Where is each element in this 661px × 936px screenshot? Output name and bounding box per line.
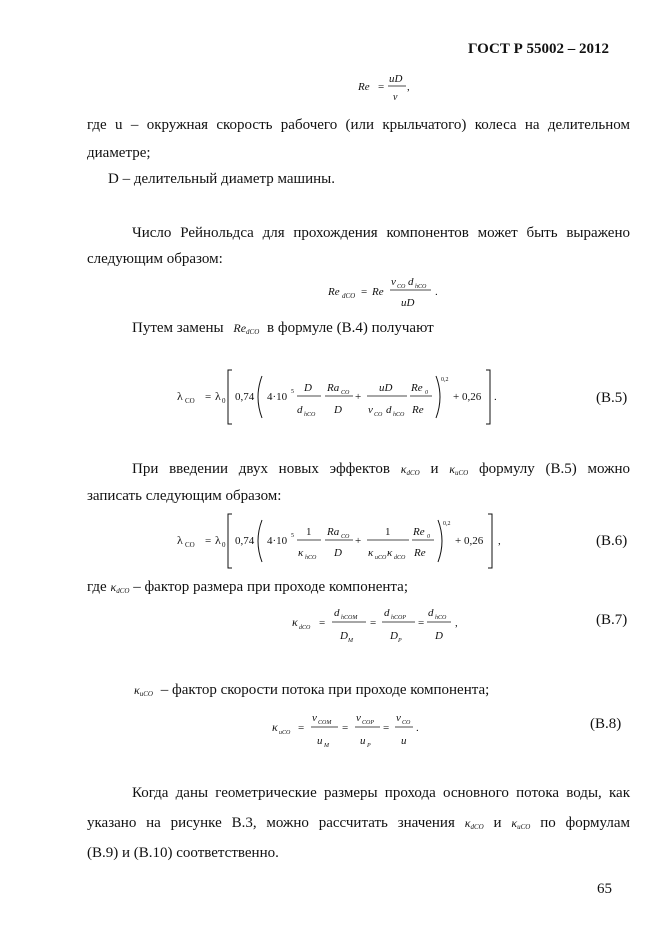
paragraph-new-effects-cont: записать следующим образом: [87, 488, 282, 504]
eq-b6-c2-exp: 5 [291, 533, 294, 539]
equation-b6-label: (В.6) [596, 533, 628, 549]
formula-redco-num-d-sub: hCO [415, 284, 427, 290]
eq-b6-lam0: λ [215, 533, 221, 547]
eq-b6-f2-num: Ra [327, 526, 340, 538]
eq-b7-tail: , [455, 617, 458, 629]
eq-b5-lhs: λ [177, 389, 183, 403]
eq-b7-eq2: = [370, 617, 377, 629]
paragraph-new-effects [132, 459, 630, 483]
eq-b5-f1-num: D [304, 382, 312, 394]
paragraph-size-factor [87, 577, 408, 601]
formula-re-tail: , [407, 81, 410, 93]
eq-b5-tail: . [494, 391, 497, 403]
eq-b7-eq1: = [319, 617, 326, 629]
eq-b5-plus: + [355, 391, 362, 403]
eq-b7-f1-den: D [340, 630, 348, 642]
paragraph-size-factor-sym-sub: dCO [116, 587, 130, 595]
eq-b6-f2-den: D [334, 547, 342, 559]
paragraph-d-definition: D – делительный диаметр машины. [108, 171, 335, 187]
formula-redco-lhs-sub: dCO [342, 292, 356, 300]
formula-re-den: ν [393, 92, 398, 103]
eq-b7-f1-den-sub: M [348, 638, 353, 644]
paragraph-geometry-line3: (В.9) и (В.10) соответственно. [87, 845, 279, 861]
formula-redco-num-d: d [408, 276, 414, 288]
eq-b5-f2-num-sub: CO [341, 390, 350, 396]
eq-b5-f4-den: Re [412, 404, 424, 416]
formula-re-lhs: Re [358, 81, 370, 93]
eq-b6-f3-den-k2: κ [387, 547, 393, 559]
eq-b7-f2-num-sub: hCOP [391, 615, 406, 621]
eq-b7-lhs: κ [292, 615, 298, 629]
equation-b8-label: (В.8) [590, 716, 622, 732]
eq-b5-f3-num: uD [379, 382, 393, 394]
eq-b6-plus: + [355, 535, 362, 547]
formula-reynolds [350, 70, 420, 106]
formula-re-eq: = [378, 81, 385, 93]
eq-b8-lhs-sub: uCO [279, 730, 291, 736]
paragraph-geometry: Когда даны геометрические размеры прохода основного потока воды, как [132, 785, 630, 801]
paragraph-reynolds-intro: Число Рейнольдса для прохождения компонентов может быть выражено [132, 225, 630, 241]
equation-b7-label: (В.7) [596, 612, 628, 628]
eq-b6-f3-num: 1 [385, 526, 391, 538]
eq-b8-tail: . [416, 722, 419, 734]
paragraph-flow-factor-sym: κ [134, 683, 140, 697]
eq-b8-f1-num-sub: COM [318, 720, 332, 726]
formula-re-dco [325, 270, 455, 314]
eq-b5-f3-den-v: v [368, 404, 373, 416]
eq-b5-f1-den: d [297, 404, 303, 416]
eq-b6-f1-den-sub: hCO [305, 555, 317, 561]
equation-b8 [270, 708, 440, 752]
eq-b5-c2: 4·10 [267, 391, 288, 403]
eq-b7-f2-den-sub: P [398, 638, 402, 644]
eq-b6-f2-num-sub: CO [341, 534, 350, 540]
paragraph-geometry-k1: κ [464, 816, 471, 830]
page-number: 65 [597, 881, 612, 897]
eq-b6-c1: 0,74 [235, 535, 255, 547]
paragraph-flow-factor [134, 680, 489, 704]
paragraph-new-effects-b: формулу (В.5) можно [478, 461, 630, 477]
eq-b8-f2-num: v [356, 712, 361, 724]
eq-b5-f3-den-d-sub: hCO [393, 412, 405, 418]
eq-b7-f3-den: D [435, 630, 443, 642]
paragraph-u-definition: где u – окружная скорость рабочего (или крыльчатого) колеса на делительном [87, 117, 630, 133]
eq-b6-eq: = [205, 535, 212, 547]
eq-b5-exp: 0,2 [441, 377, 449, 383]
paragraph-new-effects-a: При введении двух новых эффектов [132, 461, 390, 477]
eq-b8-f2-den-sub: P [367, 743, 371, 749]
paragraph-substitution-sym: Re [233, 321, 247, 335]
eq-b7-f1-num: d [334, 607, 340, 619]
eq-b7-f1-num-sub: hCOM [341, 615, 358, 621]
eq-b5-f3-den-d: d [386, 404, 392, 416]
eq-b5-c3: + 0,26 [453, 391, 482, 403]
eq-b6-f1-num: 1 [306, 526, 312, 538]
formula-redco-lhs: Re [328, 286, 340, 298]
equation-b5 [175, 362, 515, 428]
eq-b6-lhs-sub: CO [185, 541, 195, 549]
eq-b8-eq1: = [298, 722, 305, 734]
eq-b7-lhs-sub: dCO [299, 625, 311, 631]
eq-b8-f3-den: u [401, 735, 407, 747]
eq-b6-lhs: λ [177, 533, 183, 547]
eq-b8-eq3: = [383, 722, 390, 734]
eq-b6-c3: + 0,26 [455, 535, 484, 547]
eq-b8-f1-num: v [312, 712, 317, 724]
eq-b5-f4-num: Re [411, 382, 423, 394]
document-number: ГОСТ Р 55002 – 2012 [468, 41, 610, 57]
eq-b8-f3-num: v [396, 712, 401, 724]
formula-redco-eq: = [361, 286, 368, 298]
paragraph-new-effects-k1: κ [400, 462, 407, 476]
paragraph-size-factor-after: – фактор размера при проходе компонента; [133, 579, 408, 595]
eq-b6-exp: 0,2 [443, 521, 451, 527]
eq-b5-lhs-sub: CO [185, 397, 195, 405]
eq-b8-lhs: κ [272, 720, 278, 734]
paragraph-new-effects-k1-sub: dCO [406, 469, 420, 477]
formula-redco-tail: . [435, 286, 438, 298]
paragraph-size-factor-before: где [87, 579, 107, 595]
paragraph-new-effects-k2-sub: uCO [454, 469, 469, 477]
eq-b7-f3-num: d [428, 607, 434, 619]
paragraph-new-effects-and: и [430, 461, 439, 477]
eq-b8-eq2: = [342, 722, 349, 734]
equation-b6 [175, 509, 515, 573]
eq-b5-f3-den-v-sub: CO [374, 412, 383, 418]
paragraph-u-definition-cont: диаметре; [87, 145, 151, 161]
eq-b6-lam0-sub: 0 [222, 541, 226, 549]
eq-b5-c1: 0,74 [235, 391, 255, 403]
eq-b7-eq3: = [418, 617, 425, 629]
eq-b7-f2-num: d [384, 607, 390, 619]
paragraph-substitution [132, 318, 434, 342]
paragraph-substitution-sym-sub: dCO [246, 328, 260, 336]
paragraph-geometry-k2: κ [511, 816, 518, 830]
eq-b6-f4-num-sub: 0 [427, 534, 430, 540]
eq-b8-f2-den: u [360, 735, 366, 747]
eq-b6-f4-num: Re [413, 526, 425, 538]
eq-b7-f2-den: D [390, 630, 398, 642]
paragraph-substitution-after: в формуле (В.4) получают [267, 320, 434, 336]
paragraph-geometry-line2 [87, 813, 630, 837]
eq-b6-f1-den: κ [298, 547, 304, 559]
formula-redco-den: uD [401, 297, 415, 309]
eq-b6-f3-den-k1: κ [368, 547, 374, 559]
eq-b5-c2-exp: 5 [291, 389, 294, 395]
formula-re-num: uD [389, 73, 403, 85]
equation-b7 [290, 602, 480, 646]
eq-b5-eq: = [205, 391, 212, 403]
eq-b8-f1-den-sub: M [324, 743, 329, 749]
paragraph-flow-factor-sym-sub: uCO [139, 690, 153, 698]
formula-redco-num-v-sub: CO [397, 284, 406, 290]
paragraph-geometry-line2-a: указано на рисунке В.3, можно рассчитать значения [87, 815, 455, 831]
eq-b6-f3-den-k1-sub: uCO [375, 555, 387, 561]
eq-b5-f2-num: Ra [327, 382, 340, 394]
eq-b5-f1-den-sub: hCO [304, 412, 316, 418]
eq-b8-f1-den: u [317, 735, 323, 747]
paragraph-reynolds-intro-cont: следующим образом: [87, 251, 223, 267]
paragraph-flow-factor-after: – фактор скорости потока при проходе компонента; [160, 682, 490, 698]
eq-b7-f3-num-sub: hCO [435, 615, 447, 621]
paragraph-substitution-before: Путем замены [132, 320, 224, 336]
eq-b6-c2: 4·10 [267, 535, 288, 547]
eq-b6-tail: , [498, 535, 501, 547]
eq-b5-lam0-sub: 0 [222, 397, 226, 405]
eq-b6-f3-den-k2-sub: dCO [394, 555, 406, 561]
paragraph-geometry-line2-b: по формулам [540, 815, 631, 831]
eq-b5-lam0: λ [215, 389, 221, 403]
paragraph-geometry-k2-sub: uCO [517, 823, 531, 831]
formula-redco-mid: Re [372, 286, 384, 298]
paragraph-geometry-and: и [493, 815, 502, 831]
paragraph-geometry-k1-sub: dCO [470, 823, 484, 831]
eq-b5-f4-num-sub: 0 [425, 390, 428, 396]
formula-redco-num-v: v [391, 276, 396, 288]
equation-b5-label: (В.5) [596, 390, 628, 406]
eq-b8-f2-num-sub: COP [362, 720, 374, 726]
eq-b5-f2-den: D [334, 404, 342, 416]
eq-b8-f3-num-sub: CO [402, 720, 411, 726]
paragraph-new-effects-k2: κ [449, 462, 455, 476]
paragraph-size-factor-sym: κ [110, 580, 117, 594]
eq-b6-f4-den: Re [414, 547, 426, 559]
